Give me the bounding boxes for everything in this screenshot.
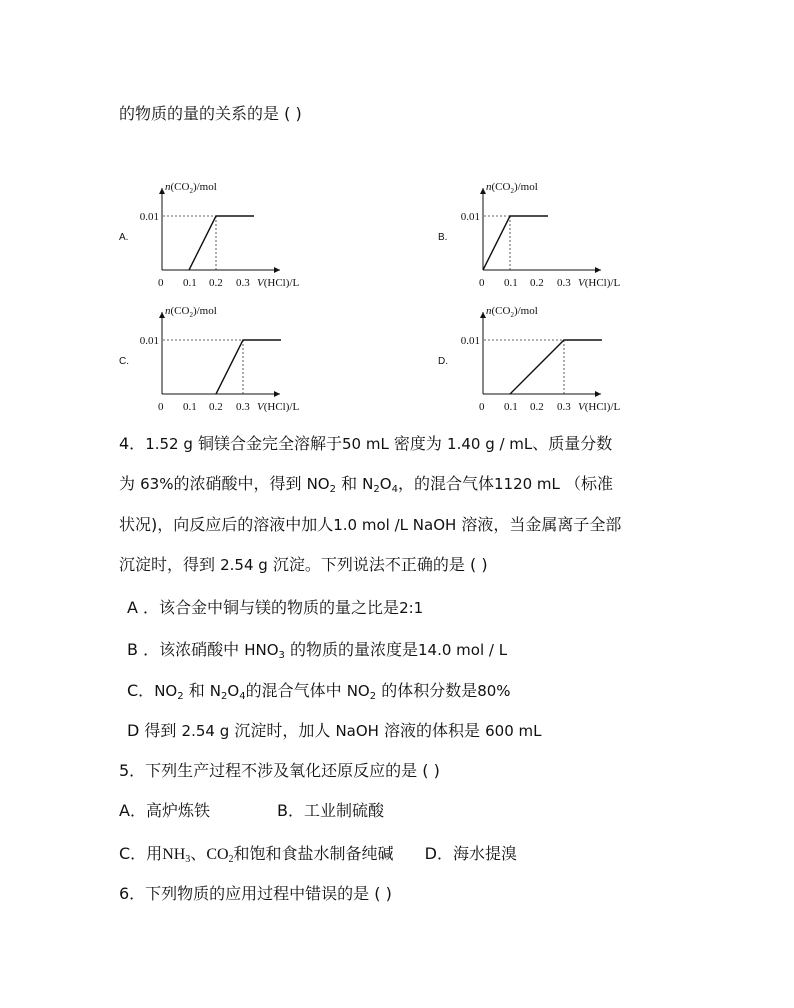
option-text-3: 溶液的体积是 xyxy=(384,721,481,740)
no2-formula: $NO_2$ xyxy=(346,682,377,702)
n2o4-formula: $N_2O_4$ xyxy=(362,475,398,495)
x-axis-arrow xyxy=(595,267,601,273)
x-tick-label: 0.3 xyxy=(557,401,571,413)
q4-text-1: 铜镁合金完全溶解于 xyxy=(197,434,342,453)
x-axis-label: V(HCl)/L xyxy=(257,401,300,413)
q4-text-9: 状况)，向反应后的溶液中加人 xyxy=(119,515,334,534)
q4-option-a xyxy=(127,597,423,619)
q4-text-11: 沉淀时，得到 xyxy=(119,555,216,574)
y-tick-label: 0.01 xyxy=(460,335,480,347)
y-axis-label: $n(CO_2)$/mol xyxy=(165,181,217,195)
q4-text-12: 沉淀。下列说法不正确的是 ( ) xyxy=(272,555,488,574)
y-axis-label: $n(CO_2)$/mol xyxy=(486,181,538,195)
q4-line-4 xyxy=(119,554,488,576)
q5-options-cd xyxy=(119,843,517,866)
x-axis-label: V(HCl)/L xyxy=(578,401,621,413)
data-line xyxy=(510,340,602,394)
q4-mass: 1.52 g xyxy=(145,435,193,453)
x-tick-label: 0 xyxy=(479,401,485,413)
x-tick-label: 0 xyxy=(158,277,164,289)
q4-text-7: ，的混合气体 xyxy=(397,474,494,493)
option-value: 2:1 xyxy=(399,599,424,617)
option-c-label: C. xyxy=(119,356,129,367)
q4-text-10: 溶液，当金属离子全部 xyxy=(461,515,622,534)
option-text: 和 xyxy=(188,681,205,700)
option-text-3: 的体积分数是 xyxy=(381,681,478,700)
x-tick-label: 0 xyxy=(479,277,485,289)
option-text-2: 沉淀时，加人 xyxy=(234,721,331,740)
option-label: B xyxy=(127,640,138,659)
q4-option-c xyxy=(127,680,511,702)
x-axis-arrow xyxy=(274,267,280,273)
x-tick-label: 0.3 xyxy=(236,277,250,289)
option-mass: 2.54 g xyxy=(181,722,230,740)
x-axis-label: V(HCl)/L xyxy=(578,277,621,289)
no2-formula: $NO_2$ xyxy=(306,475,336,495)
x-tick-label: 0.2 xyxy=(209,401,223,413)
graph-option-a xyxy=(140,176,315,291)
option-text: ．该浓硝酸中 xyxy=(143,640,240,659)
graph-option-d xyxy=(461,300,636,415)
graph-option-b xyxy=(461,176,636,291)
option-text: ．该合金中铜与镁的物质的量之比是 xyxy=(143,598,400,617)
q4-text-4: 为 xyxy=(119,474,136,493)
option-label: A xyxy=(127,598,138,617)
q4-text-6: 和 xyxy=(341,474,358,493)
x-tick-label: 0.2 xyxy=(530,401,544,413)
q4-option-b xyxy=(127,639,507,661)
y-axis-label: $n(CO_2)$/mol xyxy=(486,305,538,319)
data-line xyxy=(189,216,254,270)
data-line xyxy=(216,340,281,394)
option-value: 14.0 mol / L xyxy=(417,641,508,659)
x-axis-arrow xyxy=(595,391,601,397)
q4-text-5: 的浓硝酸中，得到 xyxy=(173,474,302,493)
q5-option-a: A．高炉炼铁 xyxy=(119,801,210,820)
x-tick-label: 0.1 xyxy=(183,401,197,413)
q4-volume: 50 mL xyxy=(342,435,389,453)
y-tick-label: 0.01 xyxy=(139,335,159,347)
q4-line-2 xyxy=(119,473,613,495)
x-tick-label: 0.2 xyxy=(530,277,544,289)
x-tick-label: 0.1 xyxy=(504,401,518,413)
y-axis-label: $n(CO_2)$/mol xyxy=(165,305,217,319)
no2-formula: $NO_2$ xyxy=(154,682,184,702)
q4-number: 4． xyxy=(119,434,146,453)
q4-line-1 xyxy=(119,433,612,455)
q4-naoh-concentration: 1.0 mol /L NaOH xyxy=(333,516,457,534)
q4-text-8: （标准 xyxy=(565,474,614,493)
option-value: 600 mL xyxy=(485,722,542,740)
question-continuation xyxy=(119,103,302,125)
y-tick-label: 0.01 xyxy=(460,211,480,223)
q5-options-ab xyxy=(119,800,384,822)
n2o4-formula: $N_2O_4$ xyxy=(209,682,246,702)
q6-stem: 6．下列物质的应用过程中错误的是 ( ) xyxy=(119,884,392,903)
q4-gas-volume: 1120 mL xyxy=(493,475,560,493)
intro-text: 的物质的量的关系的是 xyxy=(119,104,280,123)
x-tick-label: 0.3 xyxy=(236,401,250,413)
q4-percent: 63% xyxy=(140,475,174,493)
q5-option-b: B．工业制硫酸 xyxy=(277,801,384,820)
option-naoh: NaOH xyxy=(335,722,379,740)
q5-option-d: D．海水提溴 xyxy=(424,844,517,863)
q5-stem: 5．下列生产过程不涉及氧化还原反应的是 ( ) xyxy=(119,761,440,780)
q4-text-3: 、质量分数 xyxy=(532,434,613,453)
q5-option-c: C．用$NH_3$、$CO_2$和饱和食盐水制备纯碱 xyxy=(119,844,394,865)
option-label: D xyxy=(127,721,140,740)
option-text-2: 的混合气体中 xyxy=(245,681,342,700)
option-d-label: D. xyxy=(438,356,448,367)
x-axis-label: V(HCl)/L xyxy=(257,277,300,289)
q4-precipitate-mass: 2.54 g xyxy=(220,556,268,574)
option-label: C． xyxy=(127,681,155,700)
hno3-formula: $HNO_3$ xyxy=(244,641,285,661)
nh3-formula: $NH_3$ xyxy=(162,846,191,865)
x-tick-label: 0.1 xyxy=(504,277,518,289)
q4-density: 1.40 g / mL xyxy=(447,435,533,453)
option-text: 得到 xyxy=(144,721,177,740)
option-a-label: A. xyxy=(119,232,129,243)
option-b-label: B. xyxy=(438,232,448,243)
x-tick-label: 0 xyxy=(158,401,164,413)
option-text-2: 的物质的量浓度是 xyxy=(289,640,418,659)
q4-text-2: 密度为 xyxy=(393,434,442,453)
data-line xyxy=(483,216,548,270)
graph-option-c xyxy=(140,300,315,415)
x-axis-arrow xyxy=(274,391,280,397)
answer-paren: ( ) xyxy=(284,104,302,123)
y-tick-label: 0.01 xyxy=(139,211,159,223)
co2-formula: $CO_2$ xyxy=(206,846,234,865)
x-tick-label: 0.3 xyxy=(557,277,571,289)
x-tick-label: 0.1 xyxy=(183,277,197,289)
q4-line-3 xyxy=(119,514,621,536)
q4-option-d xyxy=(127,720,542,742)
x-tick-label: 0.2 xyxy=(209,277,223,289)
option-value: 80% xyxy=(477,682,511,700)
